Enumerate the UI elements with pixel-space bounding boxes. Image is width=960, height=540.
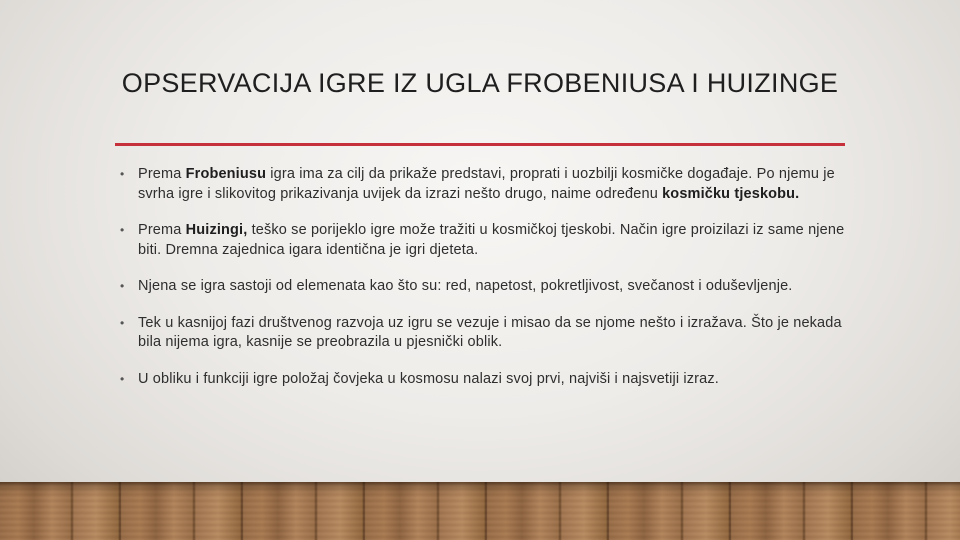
- bold-term-frobeniusu: Frobeniusu: [185, 166, 267, 182]
- bullet-text: teško se porijeklo igre može tražiti u kosmičkoj tjeskobi. Način igre proizilazi iz same njene biti. Dremna zajednica igara identična je igri djeteta.: [138, 222, 845, 258]
- bullet-item-huizinga: [117, 221, 867, 260]
- bold-term-huizingi: Huizingi,: [185, 222, 248, 238]
- bullet-icon: •: [120, 167, 125, 181]
- bullet-list: [117, 165, 867, 406]
- slide-title: OPSERVACIJA IGRE IZ UGLA FROBENIUSA I HUIZINGE: [121, 68, 839, 98]
- bullet-text: Prema: [138, 222, 186, 238]
- bullet-item-social-development: [117, 314, 867, 353]
- bullet-icon: •: [120, 223, 125, 237]
- bullet-item-elements: [117, 277, 867, 297]
- bullet-icon: •: [120, 371, 125, 386]
- wood-floor-decoration: [0, 482, 960, 540]
- bullet-item-cosmos: [117, 370, 867, 390]
- bold-term-kosmicka-tjeskoba: kosmičku tjeskobu.: [662, 185, 800, 202]
- bullet-icon: •: [120, 315, 125, 330]
- bullet-text: Njena se igra sastoji od elemenata kao što su: red, napetost, pokretljivost, svečanost i oduševljenje.: [138, 278, 793, 294]
- bullet-item-frobenius: [117, 165, 867, 204]
- bullet-text: igra ima za cilj da prikaže predstavi, proprati i uozbilji kosmičke događaje. Po njemu je svrha igre i slikovitog prikazivanja uvijek da izrazi nešto drugo, naime određenu: [138, 166, 835, 202]
- bullet-text: Prema: [138, 166, 186, 182]
- bullet-text: U obliku i funkciji igre položaj čovjeka u kosmosu nalazi svoj prvi, najviši i najsvetiji izraz.: [138, 370, 719, 387]
- title-underline: [115, 143, 845, 146]
- bullet-icon: •: [120, 279, 125, 293]
- bullet-text: Tek u kasnijoj fazi društvenog razvoja uz igru se vezuje i misao da se njome nešto i izražava. Što je nekada bila nijema igra, kasnije se preobrazila u pjesnički oblik.: [138, 314, 842, 350]
